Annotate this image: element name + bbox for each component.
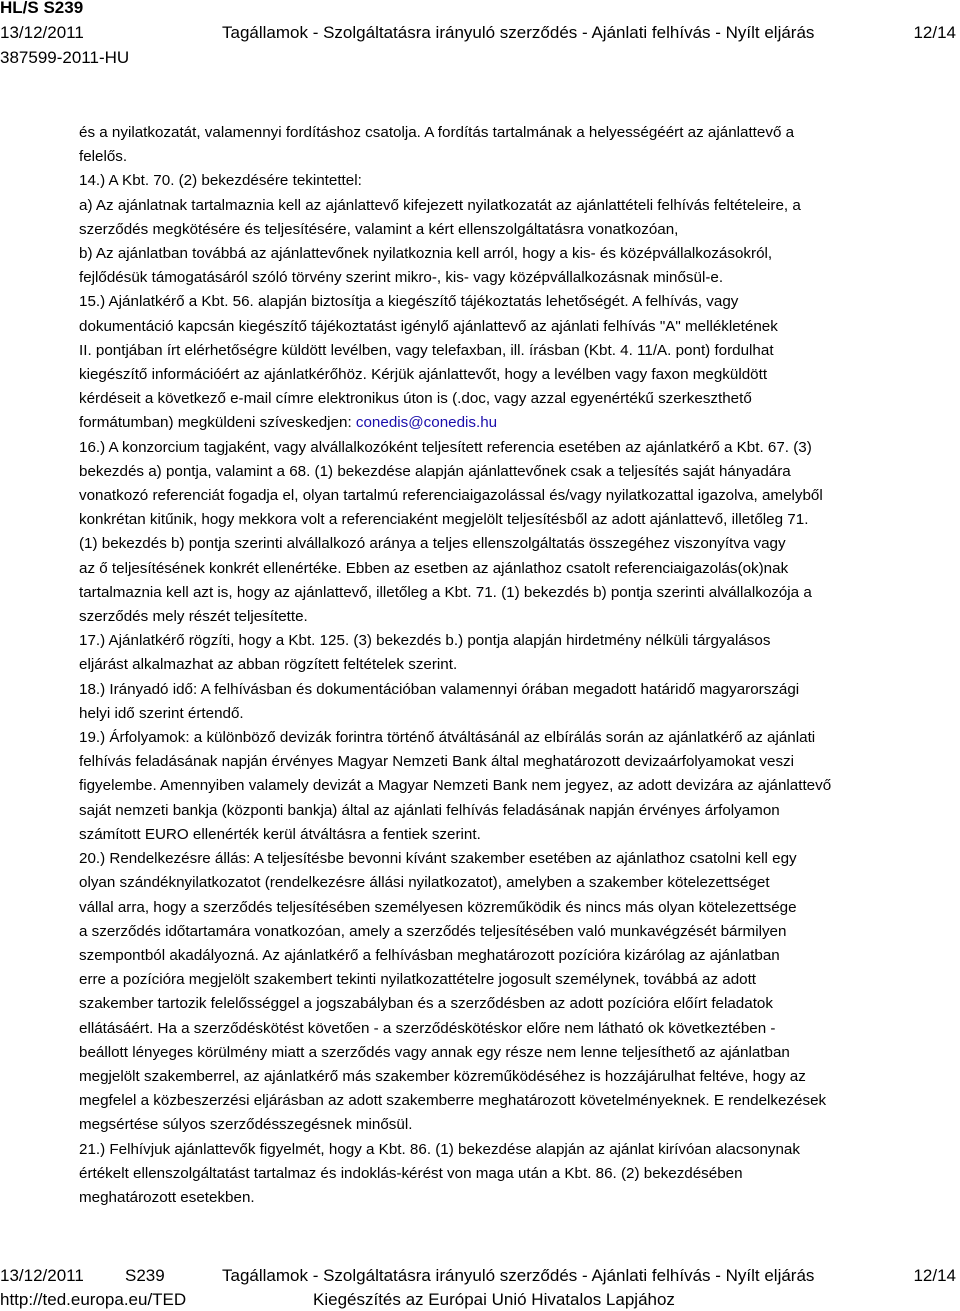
body-line: 21.) Felhívjuk ajánlattevők figyelmét, hogy a Kbt. 86. (1) bekezdése alapján az ajánlat kirívóan alacsonynak <box>79 1140 800 1158</box>
body-text <box>79 121 959 1210</box>
footer-url[interactable]: http://ted.europa.eu/TED <box>0 1290 187 1309</box>
body-line: értékelt ellenszolgáltatást tartalmaz és indoklás-kérést von maga után a Kbt. 86. (2) bekezdésében <box>79 1164 743 1182</box>
footer-publisher: Kiegészítés az Európai Unió Hivatalos Lapjához <box>313 1290 675 1309</box>
body-line: szempontból akadályozná. Az ajánlatkérő a felhívásban meghatározott pozícióra kizárólag az ajánlatban <box>79 946 780 964</box>
header-reference: 387599-2011-HU <box>0 48 130 67</box>
header-title: Tagállamok - Szolgáltatásra irányuló szerződés - Ajánlati felhívás - Nyílt eljárás <box>222 23 815 42</box>
body-line: II. pontjában írt elérhetőségre küldött levélben, vagy telefaxban, ill. írásban (Kbt. 4. 11/A. pont) fordulhat <box>79 341 774 359</box>
footer-page-number: 12/14 <box>913 1266 956 1285</box>
body-line: vonatkozó referenciát fogadja el, olyan tartalmú referenciaigazolással és/vagy nyilatkozattal igazolva, amelyből <box>79 487 823 505</box>
body-line: felelős. <box>79 148 128 166</box>
body-line: szerződés megkötésére és teljesítésére, valamint a kért ellenszolgáltatásra vonatkozóan, <box>79 220 679 238</box>
header-page-number: 12/14 <box>913 23 956 42</box>
body-line: dokumentáció kapcsán kiegészítő tájékoztatást igénylő ajánlattevő az ajánlati felhívás "A" mellékletének <box>79 317 778 335</box>
body-line: meghatározott esetekben. <box>79 1188 255 1206</box>
body-line: kérdéseit a következő e-mail címre elektronikus úton is (.doc, vagy azzal egyenértékű szerkeszthető <box>79 390 752 408</box>
body-line: szerződés mely részét teljesítette. <box>79 608 308 626</box>
body-line: szakember tartozik felelősséggel a jogszabályban és a szerződésben az adott pozícióra előírt feladatok <box>79 995 773 1013</box>
body-line: formátumban) megküldeni szíveskedjen: <box>79 414 356 432</box>
footer-date: 13/12/2011 <box>0 1266 84 1285</box>
body-line: tartalmaznia kell azt is, hogy az ajánlattevő, illetőleg a Kbt. 71. (1) bekezdés b) pontja szerinti alvállalkozója a <box>79 583 812 601</box>
body-line: megsértése súlyos szerződésszegésnek minősül. <box>79 1116 413 1134</box>
body-line: 17.) Ajánlatkérő rögzíti, hogy a Kbt. 125. (3) bekezdés b.) pontja alapján hirdetmény nélküli tárgyalásos <box>79 632 771 650</box>
body-line: beállott lényeges körülmény miatt a szerződés vagy annak egy része nem lenne teljesíthető az ajánlatban <box>79 1043 790 1061</box>
body-line: fejlődésük támogatásáról szóló törvény szerint mikro-, kis- vagy középvállalkozásnak minősül-e. <box>79 269 724 287</box>
body-line: megfelel a közbeszerzési eljárásban az adott szakemberre meghatározott követelményeknek. E rendelkezések <box>79 1092 827 1110</box>
body-line: 16.) A konzorcium tagjaként, vagy alvállalkozóként teljesített referencia esetében az ajánlatkérő a Kbt. 67. (3) <box>79 438 812 456</box>
body-line: eljárást alkalmazhat az abban rögzített feltételek szerint. <box>79 656 458 674</box>
body-line: olyan szándéknyilatkozatot (rendelkezésre állási nyilatkozatot), amelyben a szakember kötelezettséget <box>79 874 770 892</box>
body-line: erre a pozícióra megjelölt szakembert tekinti nyilatkozattételre jogosult személynek, továbbá az adott <box>79 971 757 989</box>
body-line: 14.) A Kbt. 70. (2) bekezdésére tekintettel: <box>79 172 362 190</box>
body-line: számított EURO ellenérték kerül átváltásra a fentiek szerint. <box>79 825 481 843</box>
body-line: vállal arra, hogy a szerződés teljesítésében személyesen közreműködik és nincs más olyan kötelezettsége <box>79 898 797 916</box>
body-line: b) Az ajánlatban továbbá az ajánlattevőnek nyilatkoznia kell arról, hogy a kis- és középvállalkozásokról, <box>79 245 773 263</box>
footer-issue: S239 <box>125 1266 165 1285</box>
body-line: 15.) Ajánlatkérő a Kbt. 56. alapján biztosítja a kiegészítő tájékoztatás lehetőségét. A felhívás, vagy <box>79 293 739 311</box>
body-line: felhívás feladásának napján érvényes Magyar Nemzeti Bank által meghatározott devizaárfolyamokat veszi <box>79 753 795 771</box>
body-line: bekezdés a) pontja, valamint a 68. (1) bekezdése alapján ajánlattevőnek csak a teljesítés saját hányadára <box>79 462 791 480</box>
doc-id: HL/S S239 <box>0 0 84 17</box>
body-line: (1) bekezdés b) pontja szerinti alvállalkozó aránya a teljes ellenszolgáltatás összegéhez viszonyítva vagy <box>79 535 786 553</box>
email-link[interactable]: conedis@conedis.hu <box>355 414 498 432</box>
body-line: figyelembe. Amennyiben valamely devizát a Magyar Nemzeti Bank nem jegyez, az adott devizára az ajánlattevő <box>79 777 832 795</box>
body-line: helyi idő szerint értendő. <box>79 704 244 722</box>
body-line: a szerződés időtartamára vonatkozóan, amely a szerződés teljesítésében való munkavégzését bármilyen <box>79 922 787 940</box>
header-date: 13/12/2011 <box>0 23 84 42</box>
footer-title: Tagállamok - Szolgáltatásra irányuló szerződés - Ajánlati felhívás - Nyílt eljárás <box>222 1266 815 1285</box>
body-line: konkrétan kitűnik, hogy mekkora volt a referenciaként megjelölt teljesítésből az adott ajánlattevő, illetőleg 71. <box>79 511 809 529</box>
body-line: a) Az ajánlatnak tartalmaznia kell az ajánlattevő kifejezett nyilatkozatát az ajánlattételi felhívás feltételeire, a <box>79 196 801 214</box>
body-line: saját nemzeti bankja (központi bankja) által az ajánlati felhívás feladásának napján érvényes árfolyamon <box>79 801 780 819</box>
body-line: 20.) Rendelkezésre állás: A teljesítésbe bevonni kívánt szakember esetében az ajánlathoz csatolni kell egy <box>79 850 797 868</box>
body-line: ellátásáért. Ha a szerződéskötést követően - a szerződéskötéskor előre nem látható ok következtében - <box>79 1019 776 1037</box>
body-line: kiegészítő információért az ajánlatkérőhöz. Kérjük ajánlattevőt, hogy a levélben vagy faxon megküldött <box>79 366 768 384</box>
body-line: 18.) Irányadó idő: A felhívásban és dokumentációban valamennyi órában megadott határidő magyarországi <box>79 680 800 698</box>
body-line: 19.) Árfolyamok: a különböző devizák forintra történő átváltásánál az elbírálás során az ajánlatkérő az ajánlati <box>79 729 816 747</box>
body-line: az ő teljesítésének konkrét ellenértéke. Ebben az esetben az ajánlathoz csatolt referenciaigazolás(ok)nak <box>79 559 789 577</box>
body-line-with-email <box>79 411 959 435</box>
body-line: és a nyilatkozatát, valamennyi fordításhoz csatolja. A fordítás tartalmának a helyességéért az ajánlattevő a <box>79 124 795 141</box>
body-line: megjelölt szakemberrel, az ajánlatkérő más szakember közreműködéséhez is hozzájárulhat feltéve, hogy az <box>79 1067 806 1085</box>
